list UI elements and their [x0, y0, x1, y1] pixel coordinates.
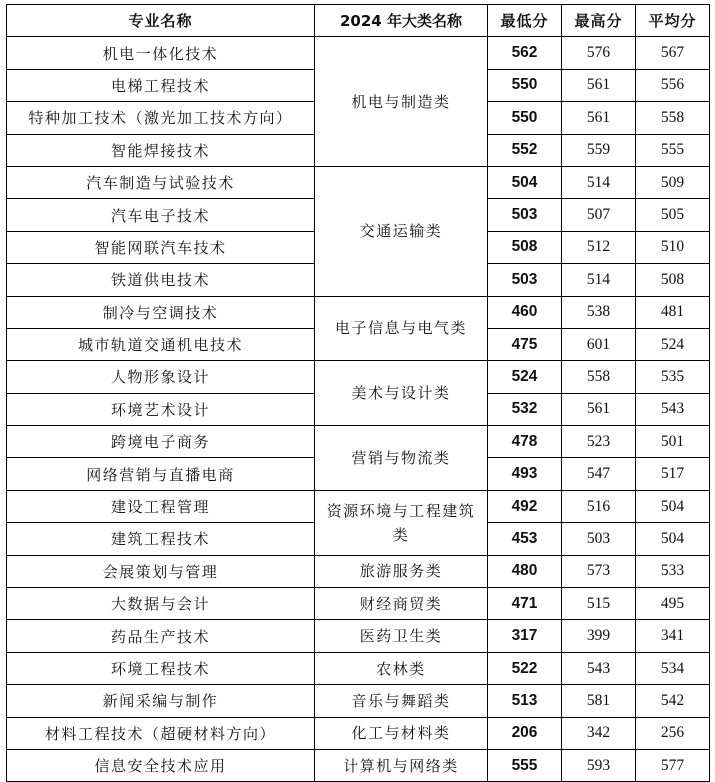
avg-score-cell: 542: [636, 685, 710, 717]
max-score-cell: 507: [562, 199, 636, 231]
max-score-cell: 523: [562, 426, 636, 458]
category-cell: 旅游服务类: [315, 555, 488, 587]
min-score-cell: 504: [488, 166, 562, 198]
avg-score-cell: 341: [636, 620, 710, 652]
min-score-cell: 453: [488, 523, 562, 555]
major-name-cell: 智能网联汽车技术: [7, 231, 315, 263]
min-score-cell: 206: [488, 717, 562, 749]
category-cell: 资源环境与工程建筑类: [315, 490, 488, 555]
avg-score-cell: 533: [636, 555, 710, 587]
avg-score-cell: 577: [636, 749, 710, 781]
avg-score-cell: 534: [636, 652, 710, 684]
min-score-cell: 503: [488, 199, 562, 231]
max-score-cell: 538: [562, 296, 636, 328]
header-avg-score: 平均分: [636, 5, 710, 37]
category-cell: 财经商贸类: [315, 588, 488, 620]
category-cell: 交通运输类: [315, 166, 488, 296]
major-name-cell: 材料工程技术（超硬材料方向）: [7, 717, 315, 749]
major-name-cell: 铁道供电技术: [7, 264, 315, 296]
avg-score-cell: 256: [636, 717, 710, 749]
max-score-cell: 514: [562, 166, 636, 198]
max-score-cell: 561: [562, 69, 636, 101]
major-name-cell: 建筑工程技术: [7, 523, 315, 555]
min-score-cell: 317: [488, 620, 562, 652]
major-name-cell: 城市轨道交通机电技术: [7, 328, 315, 360]
min-score-cell: 555: [488, 749, 562, 781]
avg-score-cell: 495: [636, 588, 710, 620]
table-row: [7, 588, 710, 620]
major-name-cell: 新闻采编与制作: [7, 685, 315, 717]
min-score-cell: 513: [488, 685, 562, 717]
category-cell: 医药卫生类: [315, 620, 488, 652]
avg-score-cell: 556: [636, 69, 710, 101]
max-score-cell: 559: [562, 134, 636, 166]
category-cell: 美术与设计类: [315, 361, 488, 426]
avg-score-cell: 517: [636, 458, 710, 490]
header-category: 2024 年大类名称: [315, 5, 488, 37]
max-score-cell: 515: [562, 588, 636, 620]
avg-score-cell: 504: [636, 490, 710, 522]
max-score-cell: 399: [562, 620, 636, 652]
table-row: [7, 426, 710, 458]
major-name-cell: 机电一体化技术: [7, 37, 315, 69]
major-name-cell: 建设工程管理: [7, 490, 315, 522]
max-score-cell: 573: [562, 555, 636, 587]
max-score-cell: 514: [562, 264, 636, 296]
admission-score-table: [6, 4, 710, 782]
max-score-cell: 342: [562, 717, 636, 749]
min-score-cell: 493: [488, 458, 562, 490]
header-min-score: 最低分: [488, 5, 562, 37]
score-table-container: [6, 4, 710, 782]
min-score-cell: 503: [488, 264, 562, 296]
category-cell: 营销与物流类: [315, 426, 488, 491]
min-score-cell: 522: [488, 652, 562, 684]
avg-score-cell: 567: [636, 37, 710, 69]
major-name-cell: 环境工程技术: [7, 652, 315, 684]
min-score-cell: 492: [488, 490, 562, 522]
min-score-cell: 475: [488, 328, 562, 360]
avg-score-cell: 555: [636, 134, 710, 166]
avg-score-cell: 524: [636, 328, 710, 360]
avg-score-cell: 509: [636, 166, 710, 198]
major-name-cell: 信息安全技术应用: [7, 749, 315, 781]
min-score-cell: 508: [488, 231, 562, 263]
max-score-cell: 558: [562, 361, 636, 393]
table-row: [7, 685, 710, 717]
table-row: [7, 361, 710, 393]
table-row: [7, 620, 710, 652]
max-score-cell: 581: [562, 685, 636, 717]
min-score-cell: 562: [488, 37, 562, 69]
max-score-cell: 593: [562, 749, 636, 781]
major-name-cell: 环境艺术设计: [7, 393, 315, 425]
avg-score-cell: 505: [636, 199, 710, 231]
avg-score-cell: 508: [636, 264, 710, 296]
major-name-cell: 汽车电子技术: [7, 199, 315, 231]
major-name-cell: 药品生产技术: [7, 620, 315, 652]
max-score-cell: 543: [562, 652, 636, 684]
major-name-cell: 电梯工程技术: [7, 69, 315, 101]
min-score-cell: 550: [488, 102, 562, 134]
major-name-cell: 制冷与空调技术: [7, 296, 315, 328]
category-cell: 音乐与舞蹈类: [315, 685, 488, 717]
avg-score-cell: 504: [636, 523, 710, 555]
category-cell: 农林类: [315, 652, 488, 684]
max-score-cell: 516: [562, 490, 636, 522]
table-row: [7, 717, 710, 749]
max-score-cell: 601: [562, 328, 636, 360]
table-body: [7, 37, 710, 782]
min-score-cell: 552: [488, 134, 562, 166]
table-row: [7, 749, 710, 781]
major-name-cell: 跨境电子商务: [7, 426, 315, 458]
min-score-cell: 532: [488, 393, 562, 425]
table-row: [7, 490, 710, 522]
max-score-cell: 576: [562, 37, 636, 69]
major-name-cell: 汽车制造与试验技术: [7, 166, 315, 198]
avg-score-cell: 535: [636, 361, 710, 393]
category-cell: 机电与制造类: [315, 37, 488, 167]
min-score-cell: 550: [488, 69, 562, 101]
min-score-cell: 480: [488, 555, 562, 587]
table-row: [7, 296, 710, 328]
category-cell: 化工与材料类: [315, 717, 488, 749]
header-row: [7, 5, 710, 37]
avg-score-cell: 501: [636, 426, 710, 458]
avg-score-cell: 510: [636, 231, 710, 263]
table-row: [7, 37, 710, 69]
table-row: [7, 652, 710, 684]
max-score-cell: 512: [562, 231, 636, 263]
avg-score-cell: 481: [636, 296, 710, 328]
major-name-cell: 特种加工技术（激光加工技术方向）: [7, 102, 315, 134]
header-major: 专业名称: [7, 5, 315, 37]
max-score-cell: 547: [562, 458, 636, 490]
category-cell: 计算机与网络类: [315, 749, 488, 781]
table-row: [7, 555, 710, 587]
max-score-cell: 561: [562, 393, 636, 425]
avg-score-cell: 543: [636, 393, 710, 425]
major-name-cell: 网络营销与直播电商: [7, 458, 315, 490]
avg-score-cell: 558: [636, 102, 710, 134]
min-score-cell: 478: [488, 426, 562, 458]
table-row: [7, 166, 710, 198]
max-score-cell: 561: [562, 102, 636, 134]
min-score-cell: 471: [488, 588, 562, 620]
major-name-cell: 人物形象设计: [7, 361, 315, 393]
major-name-cell: 会展策划与管理: [7, 555, 315, 587]
header-max-score: 最高分: [562, 5, 636, 37]
category-cell: 电子信息与电气类: [315, 296, 488, 361]
max-score-cell: 503: [562, 523, 636, 555]
min-score-cell: 524: [488, 361, 562, 393]
major-name-cell: 智能焊接技术: [7, 134, 315, 166]
min-score-cell: 460: [488, 296, 562, 328]
major-name-cell: 大数据与会计: [7, 588, 315, 620]
